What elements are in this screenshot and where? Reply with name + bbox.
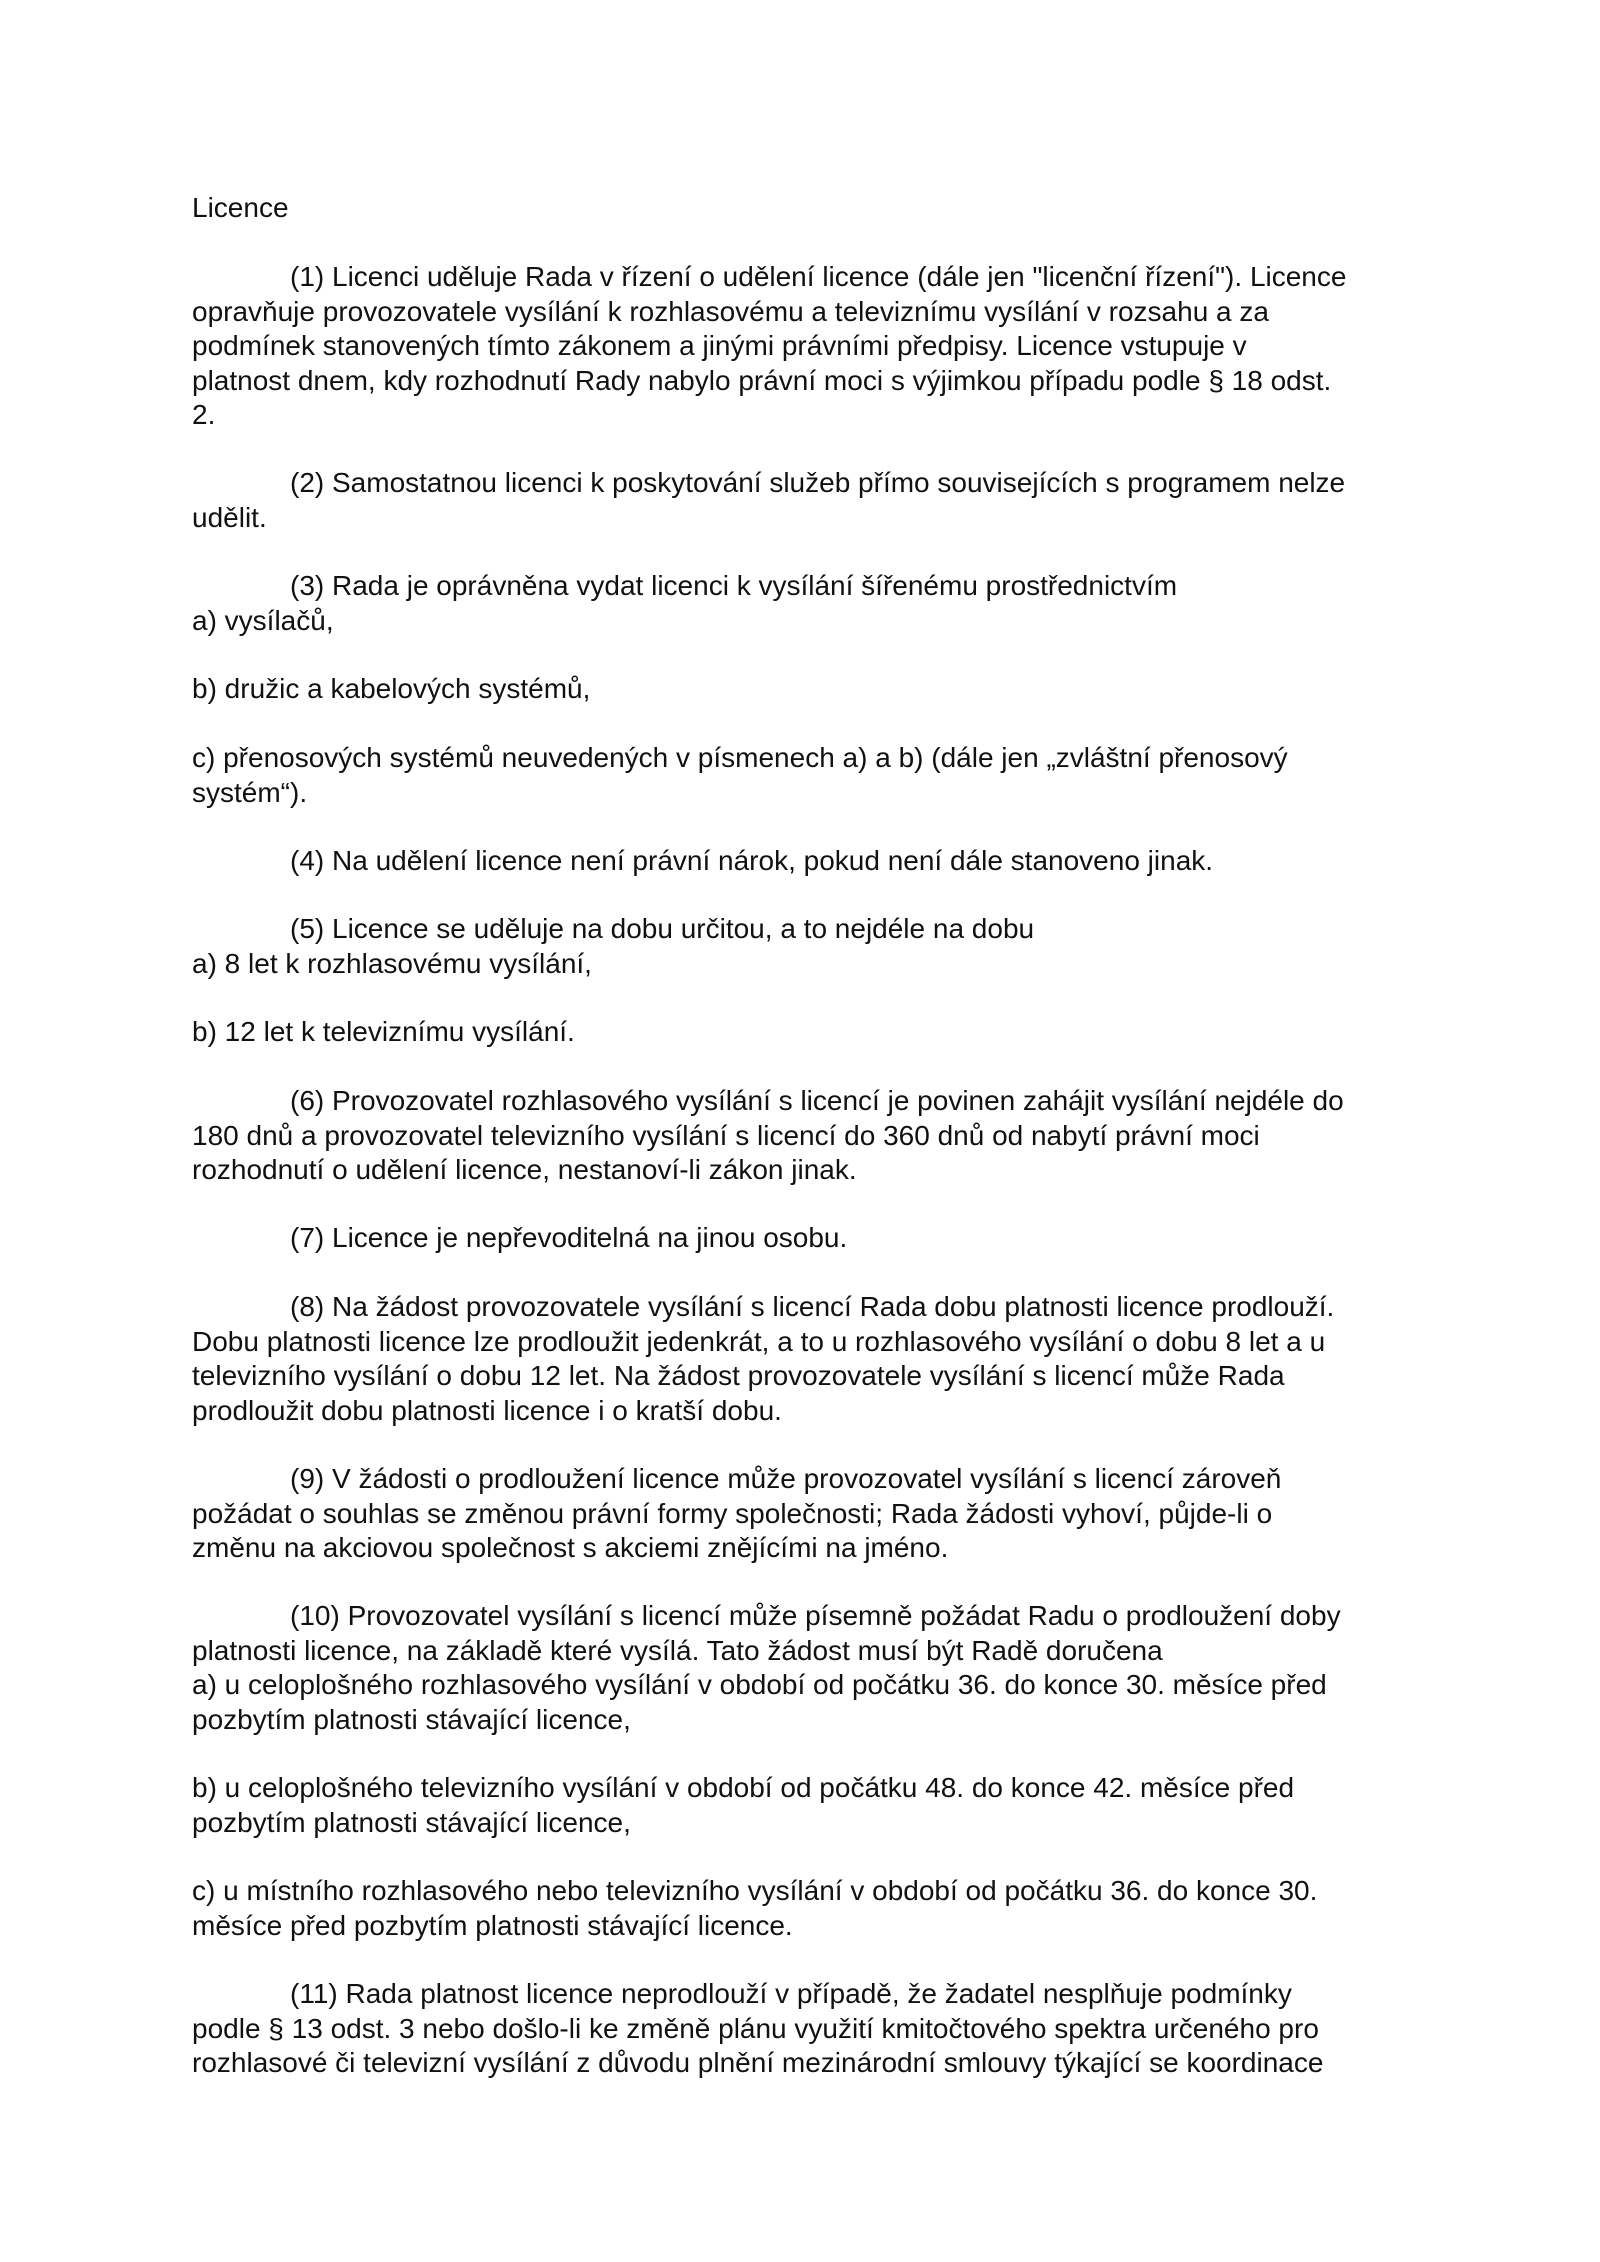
p6-line-2: 180 dnů a provozovatel televizního vysílání s licencí do 360 dnů od nabytí právní moci bbox=[192, 1119, 1260, 1151]
p2-line-1: (2) Samostatnou licenci k poskytování služeb přímo souvisejících s programem nelze bbox=[290, 467, 1346, 498]
p11-line-1: (11) Rada platnost licence neprodlouží v případě, že žadatel nesplňuje podmínky bbox=[290, 1978, 1292, 2009]
p3-item-a: a) vysílačů, bbox=[192, 604, 334, 636]
p8-line-4: prodloužit dobu platnosti licence i o kratší dobu. bbox=[192, 1394, 782, 1426]
p6-line-1: (6) Provozovatel rozhlasového vysílání s licencí je povinen zahájit vysílání nejdéle do bbox=[290, 1085, 1344, 1116]
p1-line-2: opravňuje provozovatele vysílání k rozhlasovému a televiznímu vysílání v rozsahu a za bbox=[192, 295, 1269, 327]
heading: Licence bbox=[192, 192, 289, 223]
p10-item-a-line-1: a) u celoplošného rozhlasového vysílání v období od počátku 36. do konce 30. měsíce před bbox=[192, 1669, 1327, 1700]
p6-line-3: rozhodnutí o udělení licence, nestanoví-li zákon jinak. bbox=[192, 1154, 857, 1185]
p9-line-3: změnu na akciovou společnost s akciemi znějícími na jméno. bbox=[192, 1532, 949, 1563]
p5-item-a: a) 8 let k rozhlasovému vysílání, bbox=[192, 947, 592, 979]
p11-line-3: rozhlasové či televizní vysílání z důvodu plnění mezinárodní smlouvy týkající se koordinace bbox=[192, 2047, 1324, 2078]
p8-line-1: (8) Na žádost provozovatele vysílání s licencí Rada dobu platnosti licence prodlouží. bbox=[290, 1291, 1335, 1322]
p10-item-c-line-1: c) u místního rozhlasového nebo televizního vysílání v období od počátku 36. do konce 30. bbox=[192, 1875, 1318, 1906]
p1-line-1: (1) Licenci uděluje Rada v řízení o udělení licence (dále jen "licenční řízení"). Licence bbox=[290, 261, 1347, 292]
p1-line-4: platnost dnem, kdy rozhodnutí Rady nabylo právní moci s výjimkou případu podle § 18 odst. bbox=[192, 364, 1332, 396]
p5-line-1: (5) Licence se uděluje na dobu určitou, a to nejdéle na dobu bbox=[290, 913, 1035, 944]
p10-line-2: platnosti licence, na základě které vysílá. Tato žádost musí být Radě doručena bbox=[192, 1634, 1163, 1666]
p10-item-a-line-2: pozbytím platnosti stávající licence, bbox=[192, 1703, 631, 1735]
p5-item-b: b) 12 let k televiznímu vysílání. bbox=[192, 1016, 575, 1047]
p3-line-1: (3) Rada je oprávněna vydat licenci k vysílání šířenému prostřednictvím bbox=[290, 570, 1178, 601]
p3-item-b: b) družic a kabelových systémů, bbox=[192, 673, 591, 704]
p10-item-c-line-2: měsíce před pozbytím platnosti stávající licence. bbox=[192, 1909, 793, 1941]
p2-line-2: udělit. bbox=[192, 501, 267, 533]
p11-line-2: podle § 13 odst. 3 nebo došlo-li ke změně plánu využití kmitočtového spektra určeného pro bbox=[192, 2012, 1319, 2044]
p1-line-5: 2. bbox=[192, 399, 216, 430]
p10-item-b-line-1: b) u celoplošného televizního vysílání v období od počátku 48. do konce 42. měsíce před bbox=[192, 1772, 1295, 1803]
p3-item-c-line-2: systém“). bbox=[192, 776, 308, 808]
p8-line-3: televizního vysílání o dobu 12 let. Na žádost provozovatele vysílání s licencí může Rada bbox=[192, 1360, 1285, 1391]
p7-line-1: (7) Licence je nepřevoditelná na jinou osobu. bbox=[290, 1222, 848, 1253]
p8-line-2: Dobu platnosti licence lze prodloužit jedenkrát, a to u rozhlasového vysílání o dobu 8 let a u bbox=[192, 1325, 1326, 1357]
p10-item-b-line-2: pozbytím platnosti stávající licence, bbox=[192, 1806, 631, 1838]
p9-line-2: požádat o souhlas se změnou právní formy společnosti; Rada žádosti vyhoví, půjde-li o bbox=[192, 1497, 1273, 1529]
p1-line-3: podmínek stanovených tímto zákonem a jinými právními předpisy. Licence vstupuje v bbox=[192, 330, 1247, 361]
p3-item-c-line-1: c) přenosových systémů neuvedených v písmenech a) a b) (dále jen „zvláštní přenosový bbox=[192, 742, 1288, 773]
p4-line-1: (4) Na udělení licence není právní nárok, pokud není dále stanoveno jinak. bbox=[290, 845, 1214, 876]
p10-line-1: (10) Provozovatel vysílání s licencí může písemně požádat Radu o prodloužení doby bbox=[290, 1600, 1341, 1631]
p9-line-1: (9) V žádosti o prodloužení licence může provozovatel vysílání s licencí zároveň bbox=[290, 1463, 1282, 1494]
